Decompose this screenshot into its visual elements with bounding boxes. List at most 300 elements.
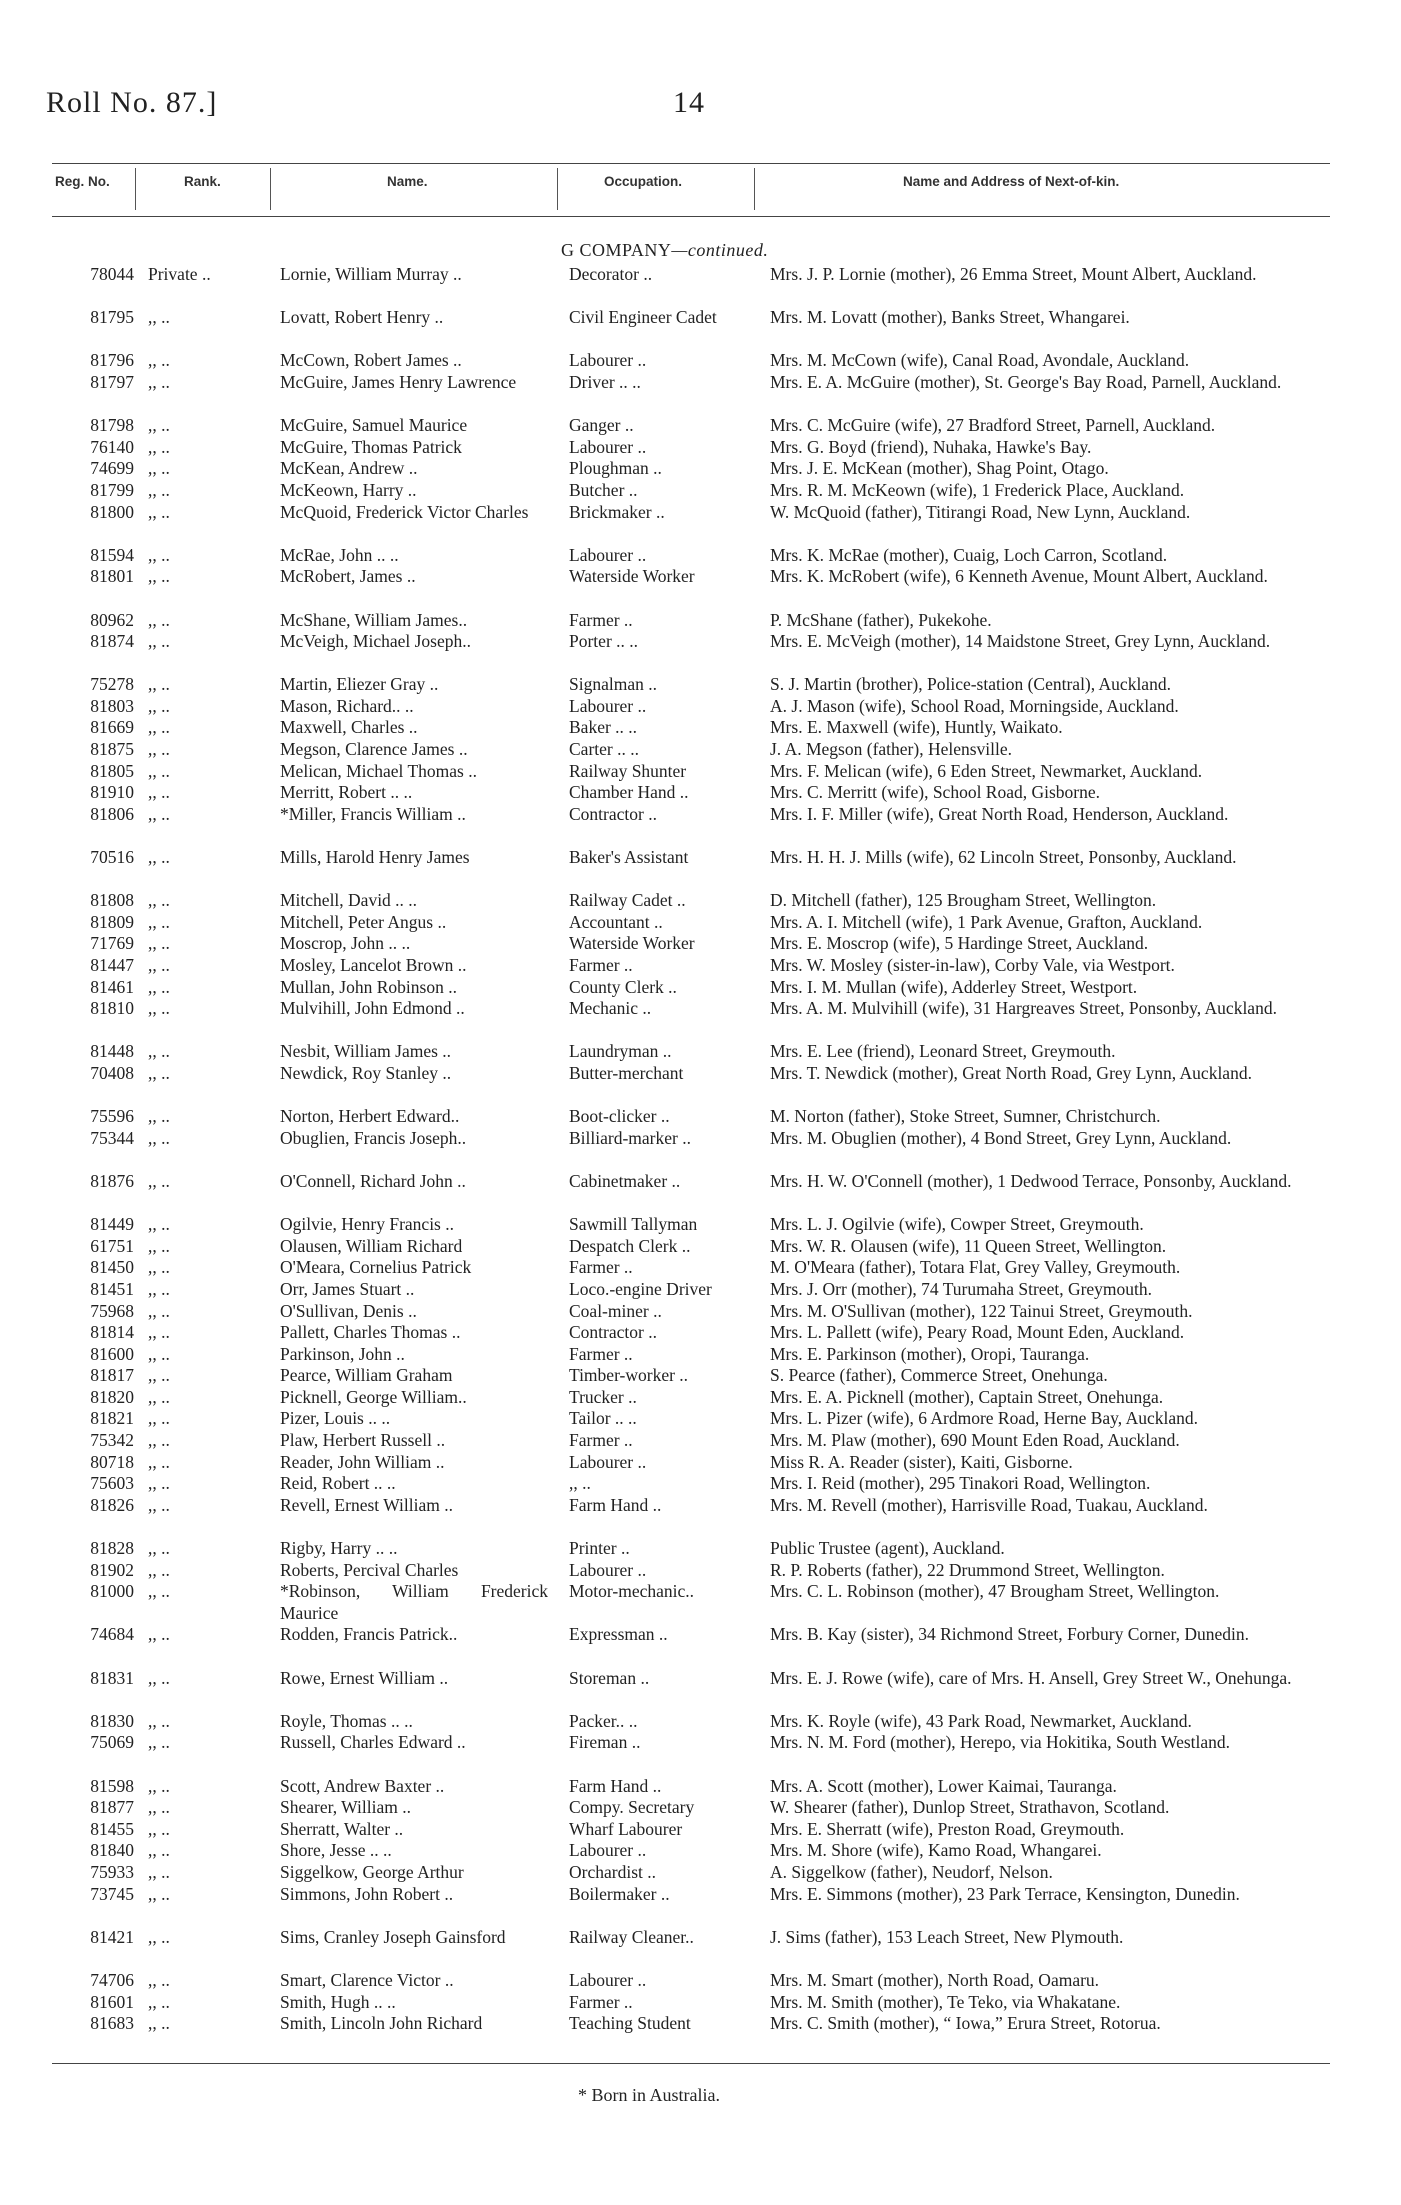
rank-cell: ,, .. (148, 1926, 170, 1947)
occupation-cell: Signalman .. (569, 674, 657, 695)
rank-cell: ,, .. (148, 436, 170, 457)
table-row (0, 1840, 1401, 1862)
next-of-kin-cell: Mrs. C. McGuire (wife), 27 Bradford Street, Parnell, Auckland. (770, 415, 1216, 436)
rank-cell: ,, .. (148, 1300, 170, 1321)
name-cell: Pearce, William Graham (280, 1365, 453, 1386)
reg-number: 81797 (90, 371, 134, 392)
occupation-cell: Orchardist .. (569, 1861, 656, 1882)
next-of-kin-cell: A. Siggelkow (father), Neudorf, Nelson. (770, 1861, 1053, 1882)
name-cell: McVeigh, Michael Joseph.. (280, 631, 472, 652)
name-cell: Pallett, Charles Thomas .. (280, 1322, 461, 1343)
rank-cell: ,, .. (148, 955, 170, 975)
next-of-kin-cell: Mrs. K. McRobert (wife), 6 Kenneth Avenue, Mount Albert, Auckland. (770, 566, 1268, 587)
reg-number: 75344 (90, 1127, 134, 1148)
name-cell: Simmons, John Robert .. (280, 1883, 454, 1904)
next-of-kin-cell: Mrs. M. Plaw (mother), 690 Mount Eden Road, Auckland. (770, 1430, 1180, 1451)
occupation-cell: Compy. Secretary (569, 1797, 695, 1818)
rank-cell: ,, .. (148, 760, 170, 781)
rank-cell: ,, .. (148, 1365, 170, 1386)
reg-number: 75069 (90, 1732, 134, 1753)
table-row (0, 1970, 1401, 1992)
name-cell: Royle, Thomas .. .. (280, 1710, 413, 1731)
name-cell: O'Sullivan, Denis .. (280, 1300, 417, 1321)
table-row (0, 415, 1401, 437)
table-row (0, 1884, 1401, 1927)
table-row (0, 545, 1401, 567)
name-cell: McGuire, Thomas Patrick (280, 436, 462, 457)
name-cell: Roberts, Percival Charles (280, 1559, 459, 1580)
reg-number: 73745 (90, 1883, 134, 1904)
table-row (0, 1128, 1401, 1171)
occupation-cell: Billiard-marker .. (569, 1127, 691, 1148)
reg-number: 70408 (90, 1062, 134, 1083)
next-of-kin-cell: Mrs. M. Smart (mother), North Road, Oamaru. (770, 1969, 1100, 1990)
reg-number: 81799 (90, 479, 134, 500)
rank-cell: ,, .. (148, 695, 170, 716)
occupation-cell: Civil Engineer Cadet (569, 307, 717, 328)
name-cell: Reader, John William .. (280, 1451, 445, 1472)
next-of-kin-cell: Mrs. J. E. McKean (mother), Shag Point, Otago. (770, 458, 1109, 479)
reg-number: 75968 (90, 1300, 134, 1321)
reg-number: 81601 (90, 1991, 134, 2012)
reg-number: 78044 (90, 264, 134, 284)
reg-number: 74706 (90, 1969, 134, 1990)
occupation-cell: Ganger .. (569, 415, 634, 436)
bottom-rule (52, 2063, 1330, 2064)
occupation-cell: Loco.-engine Driver (569, 1278, 712, 1299)
rank-cell: ,, .. (148, 371, 170, 392)
next-of-kin-cell: Miss R. A. Reader (sister), Kaiti, Gisborne. (770, 1451, 1073, 1472)
table-row (0, 1560, 1401, 1582)
reg-number: 81820 (90, 1386, 134, 1407)
column-header-occupation: Occupation. (604, 174, 683, 189)
next-of-kin-cell: Mrs. W. Mosley (sister-in-law), Corby Vale, via Westport. (770, 955, 1175, 975)
occupation-cell: Timber-worker .. (569, 1365, 689, 1386)
table-row (0, 1301, 1401, 1323)
table-row (0, 955, 1401, 977)
rank-cell: ,, .. (148, 739, 170, 760)
table-row (0, 264, 1401, 307)
occupation-cell: Boot-clicker .. (569, 1106, 670, 1127)
rank-cell: ,, .. (148, 1861, 170, 1882)
occupation-cell: Sawmill Tallyman (569, 1214, 698, 1235)
occupation-cell: Mechanic .. (569, 998, 652, 1019)
reg-number: 81877 (90, 1797, 134, 1818)
occupation-cell: Carter .. .. (569, 739, 639, 760)
name-cell: Obuglien, Francis Joseph.. (280, 1127, 467, 1148)
reg-number: 81801 (90, 566, 134, 587)
next-of-kin-cell: Mrs. E. Simmons (mother), 23 Park Terrace, Kensington, Dunedin. (770, 1883, 1240, 1904)
next-of-kin-cell: Mrs. H. W. O'Connell (mother), 1 Dedwood Terrace, Ponsonby, Auckland. (770, 1170, 1292, 1191)
next-of-kin-cell: Mrs. M. Obuglien (mother), 4 Bond Street, Grey Lynn, Auckland. (770, 1127, 1232, 1148)
name-cell: Revell, Ernest William .. (280, 1494, 453, 1515)
name-cell: Smith, Lincoln John Richard (280, 2013, 483, 2034)
name-cell: O'Meara, Cornelius Patrick (280, 1257, 472, 1278)
reg-number: 75933 (90, 1861, 134, 1882)
table-row (0, 1495, 1401, 1538)
rank-cell: ,, .. (148, 2013, 170, 2034)
rank-cell: ,, .. (148, 890, 170, 911)
rank-cell: ,, .. (148, 566, 170, 587)
reg-number: 81828 (90, 1538, 134, 1559)
name-cell: Ogilvie, Henry Francis .. (280, 1214, 454, 1235)
occupation-cell: Farmer .. (569, 609, 633, 630)
rank-cell: ,, .. (148, 1430, 170, 1451)
occupation-cell: Ploughman .. (569, 458, 662, 479)
reg-number: 81875 (90, 739, 134, 760)
next-of-kin-cell: Mrs. M. McCown (wife), Canal Road, Avondale, Auckland. (770, 350, 1190, 371)
table-row (0, 847, 1401, 890)
name-cell: Sherratt, Walter .. (280, 1818, 404, 1839)
name-cell: Sims, Cranley Joseph Gainsford (280, 1926, 506, 1947)
rank-cell: ,, .. (148, 1062, 170, 1083)
next-of-kin-cell: Mrs. E. Moscrop (wife), 5 Hardinge Street, Auckland. (770, 933, 1149, 954)
table-row (0, 1732, 1401, 1775)
reg-number: 81874 (90, 631, 134, 652)
next-of-kin-cell: Mrs. I. F. Miller (wife), Great North Road, Henderson, Auckland. (770, 803, 1229, 824)
table-row (0, 307, 1401, 350)
next-of-kin-cell: Mrs. B. Kay (sister), 34 Richmond Street, Forbury Corner, Dunedin. (770, 1624, 1250, 1645)
reg-number: 81814 (90, 1322, 134, 1343)
reg-number: 81421 (90, 1926, 134, 1947)
table-row (0, 1279, 1401, 1301)
column-header-next-of-kin: Name and Address of Next-of-kin. (903, 174, 1120, 189)
rank-cell: ,, .. (148, 1624, 170, 1645)
occupation-cell: Porter .. .. (569, 631, 639, 652)
reg-number: 75603 (90, 1473, 134, 1494)
reg-number: 81447 (90, 955, 134, 975)
occupation-cell: Accountant .. (569, 911, 663, 932)
table-row (0, 372, 1401, 415)
occupation-cell: Driver .. .. (569, 371, 641, 392)
next-of-kin-cell: Mrs. K. Royle (wife), 43 Park Road, Newmarket, Auckland. (770, 1710, 1192, 1731)
name-cell: Mullan, John Robinson .. (280, 976, 457, 997)
table-row (0, 1797, 1401, 1819)
column-separator (754, 168, 755, 210)
name-cell: Rodden, Francis Patrick.. (280, 1624, 458, 1645)
occupation-cell: Motor-mechanic.. (569, 1581, 695, 1602)
reg-number: 80962 (90, 609, 134, 630)
section-suffix: —continued. (671, 240, 769, 260)
reg-number: 81594 (90, 544, 134, 565)
occupation-cell: Baker's Assistant (569, 847, 689, 868)
rank-cell: Private .. (148, 264, 211, 284)
rank-cell: ,, .. (148, 803, 170, 824)
name-cell: McGuire, Samuel Maurice (280, 415, 468, 436)
table-row (0, 1365, 1401, 1387)
next-of-kin-cell: Mrs. M. O'Sullivan (mother), 122 Tainui Street, Greymouth. (770, 1300, 1193, 1321)
table-row (0, 437, 1401, 459)
rank-cell: ,, .. (148, 501, 170, 522)
table-row (0, 350, 1401, 372)
reg-number: 81449 (90, 1214, 134, 1235)
name-cell: Shore, Jesse .. .. (280, 1840, 392, 1861)
rank-cell: ,, .. (148, 1322, 170, 1343)
reg-number: 71769 (90, 933, 134, 954)
rank-cell: ,, .. (148, 1106, 170, 1127)
rank-cell: ,, .. (148, 1473, 170, 1494)
reg-number: 81800 (90, 501, 134, 522)
reg-number: 81805 (90, 760, 134, 781)
next-of-kin-cell: Mrs. I. Reid (mother), 295 Tinakori Road, Wellington. (770, 1473, 1151, 1494)
reg-number: 81798 (90, 415, 134, 436)
rank-cell: ,, .. (148, 933, 170, 954)
rank-cell: ,, .. (148, 1214, 170, 1235)
rank-cell: ,, .. (148, 544, 170, 565)
occupation-cell: Fireman .. (569, 1732, 641, 1753)
table-row (0, 1862, 1401, 1884)
table-row (0, 458, 1401, 480)
name-cell: McCown, Robert James .. (280, 350, 462, 371)
occupation-cell: Decorator .. (569, 264, 653, 284)
occupation-cell: Butter-merchant (569, 1062, 684, 1083)
name-cell: Pizer, Louis .. .. (280, 1408, 391, 1429)
name-cell: Reid, Robert .. .. (280, 1473, 396, 1494)
occupation-cell: Printer .. (569, 1538, 630, 1559)
table-row (0, 674, 1401, 696)
next-of-kin-cell: W. Shearer (father), Dunlop Street, Strathavon, Scotland. (770, 1797, 1170, 1818)
next-of-kin-cell: M. Norton (father), Stoke Street, Sumner, Christchurch. (770, 1106, 1161, 1127)
table-row (0, 631, 1401, 674)
table-row (0, 1106, 1401, 1128)
table-row (0, 782, 1401, 804)
table-row (0, 761, 1401, 783)
name-cell: Newdick, Roy Stanley .. (280, 1062, 452, 1083)
table-row (0, 610, 1401, 632)
rank-cell: ,, .. (148, 1170, 170, 1191)
reg-number: 81806 (90, 803, 134, 824)
name-cell: Plaw, Herbert Russell .. (280, 1430, 446, 1451)
reg-number: 76140 (90, 436, 134, 457)
name-cell: Mulvihill, John Edmond .. (280, 998, 465, 1019)
column-header-name: Name. (387, 174, 428, 189)
reg-number: 81598 (90, 1775, 134, 1796)
rank-cell: ,, .. (148, 1797, 170, 1818)
next-of-kin-cell: Mrs. L. Pallett (wife), Peary Road, Mount Eden, Auckland. (770, 1322, 1185, 1343)
name-cell: Smart, Clarence Victor .. (280, 1969, 454, 1990)
rank-cell: ,, .. (148, 1257, 170, 1278)
reg-number: 81000 (90, 1581, 134, 1602)
occupation-cell: Farmer .. (569, 1257, 633, 1278)
next-of-kin-cell: Mrs. L. J. Ogilvie (wife), Cowper Street, Greymouth. (770, 1214, 1144, 1235)
column-separator (270, 168, 271, 210)
next-of-kin-cell: Mrs. M. Revell (mother), Harrisville Road, Tuakau, Auckland. (770, 1494, 1208, 1515)
occupation-cell: Labourer .. (569, 695, 647, 716)
table-row (0, 1992, 1401, 2014)
rank-cell: ,, .. (148, 976, 170, 997)
next-of-kin-cell: Mrs. J. Orr (mother), 74 Turumaha Street, Greymouth. (770, 1278, 1153, 1299)
next-of-kin-cell: Mrs. K. McRae (mother), Cuaig, Loch Carron, Scotland. (770, 544, 1168, 565)
rank-cell: ,, .. (148, 1710, 170, 1731)
occupation-cell: Labourer .. (569, 1840, 647, 1861)
reg-number: 81826 (90, 1494, 134, 1515)
reg-number: 81796 (90, 350, 134, 371)
table-row (0, 1041, 1401, 1063)
rank-cell: ,, .. (148, 1538, 170, 1559)
name-cell: McShane, William James.. (280, 609, 468, 630)
next-of-kin-cell: Mrs. J. P. Lornie (mother), 26 Emma Street, Mount Albert, Auckland. (770, 264, 1257, 284)
occupation-cell: Boilermaker .. (569, 1883, 670, 1904)
next-of-kin-cell: Mrs. E. Sherratt (wife), Preston Road, Greymouth. (770, 1818, 1125, 1839)
column-header-rank: Rank. (184, 174, 221, 189)
name-cell: Smith, Hugh .. .. (280, 1991, 396, 2012)
name-cell: Melican, Michael Thomas .. (280, 760, 477, 781)
name-cell: Mason, Richard.. .. (280, 695, 414, 716)
next-of-kin-cell: Mrs. G. Boyd (friend), Nuhaka, Hawke's Bay. (770, 436, 1092, 457)
table-row (0, 566, 1401, 609)
next-of-kin-cell: Mrs. C. Smith (mother), “ Iowa,” Erura Street, Rotorua. (770, 2013, 1161, 2034)
roll-table (0, 264, 1401, 2056)
rank-cell: ,, .. (148, 1127, 170, 1148)
name-cell: McRobert, James .. (280, 566, 416, 587)
rank-cell: ,, .. (148, 1041, 170, 1062)
footnote: * Born in Australia. (578, 2085, 720, 2105)
name-cell: McQuoid, Frederick Victor Charles (280, 501, 529, 522)
reg-number: 75278 (90, 674, 134, 695)
rank-cell: ,, .. (148, 1667, 170, 1688)
reg-number: 81810 (90, 998, 134, 1019)
next-of-kin-cell: Mrs. H. H. J. Mills (wife), 62 Lincoln Street, Ponsonby, Auckland. (770, 847, 1237, 868)
occupation-cell: Railway Shunter (569, 760, 687, 781)
occupation-cell: Waterside Worker (569, 933, 695, 954)
occupation-cell: County Clerk .. (569, 976, 677, 997)
reg-number: 74684 (90, 1624, 134, 1645)
next-of-kin-cell: Mrs. A. Scott (mother), Lower Kaimai, Tauranga. (770, 1775, 1117, 1796)
next-of-kin-cell: Mrs. W. R. Olausen (wife), 11 Queen Street, Wellington. (770, 1235, 1167, 1256)
reg-number: 81809 (90, 911, 134, 932)
reg-number: 81840 (90, 1840, 134, 1861)
table-row (0, 1430, 1401, 1452)
next-of-kin-cell: Mrs. R. M. McKeown (wife), 1 Frederick Place, Auckland. (770, 479, 1185, 500)
rank-cell: ,, .. (148, 1775, 170, 1796)
rank-cell: ,, .. (148, 479, 170, 500)
column-header-reg: Reg. No. (55, 174, 110, 189)
next-of-kin-cell: J. A. Megson (father), Helensville. (770, 739, 1013, 760)
next-of-kin-cell: Mrs. E. Lee (friend), Leonard Street, Greymouth. (770, 1041, 1116, 1062)
table-row (0, 1624, 1401, 1667)
table-row (0, 696, 1401, 718)
page-number: 14 (673, 86, 705, 119)
reg-number: 81683 (90, 2013, 134, 2034)
table-row (0, 977, 1401, 999)
rank-cell: ,, .. (148, 1408, 170, 1429)
rank-cell: ,, .. (148, 1235, 170, 1256)
next-of-kin-cell: Mrs. E. A. McGuire (mother), St. George's Bay Road, Parnell, Auckland. (770, 371, 1282, 392)
next-of-kin-cell: Mrs. M. Lovatt (mother), Banks Street, Whangarei. (770, 307, 1130, 328)
rank-cell: ,, .. (148, 458, 170, 479)
reg-number: 81910 (90, 782, 134, 803)
reg-number: 81448 (90, 1041, 134, 1062)
rank-cell: ,, .. (148, 911, 170, 932)
table-row (0, 1408, 1401, 1430)
reg-number: 81808 (90, 890, 134, 911)
name-cell: Siggelkow, George Arthur (280, 1861, 464, 1882)
rank-cell: ,, .. (148, 1969, 170, 1990)
table-row (0, 1581, 1401, 1624)
name-cell: Megson, Clarence James .. (280, 739, 468, 760)
table-row (0, 1819, 1401, 1841)
occupation-cell: Despatch Clerk .. (569, 1235, 691, 1256)
rank-cell: ,, .. (148, 1840, 170, 1861)
next-of-kin-cell: Mrs. E. Maxwell (wife), Huntly, Waikato. (770, 717, 1063, 738)
table-row (0, 739, 1401, 761)
section-name: G COMPANY (561, 240, 672, 260)
next-of-kin-cell: Mrs. E. A. Picknell (mother), Captain Street, Onehunga. (770, 1386, 1164, 1407)
occupation-cell: Labourer .. (569, 544, 647, 565)
name-cell: McKean, Andrew .. (280, 458, 418, 479)
name-cell: Rigby, Harry .. .. (280, 1538, 398, 1559)
name-cell: Lornie, William Murray .. (280, 264, 462, 284)
next-of-kin-cell: Mrs. C. L. Robinson (mother), 47 Brougham Street, Wellington. (770, 1581, 1220, 1602)
table-row (0, 502, 1401, 545)
table-row (0, 1387, 1401, 1409)
name-cell: Mitchell, Peter Angus .. (280, 911, 447, 932)
name-cell: McKeown, Harry .. (280, 479, 417, 500)
occupation-cell: Farmer .. (569, 1991, 633, 2012)
reg-number: 81830 (90, 1710, 134, 1731)
occupation-cell: Chamber Hand .. (569, 782, 689, 803)
occupation-cell: Waterside Worker (569, 566, 695, 587)
rank-cell: ,, .. (148, 674, 170, 695)
table-row (0, 890, 1401, 912)
occupation-cell: Coal-miner .. (569, 1300, 662, 1321)
occupation-cell: Trucker .. (569, 1386, 637, 1407)
header-rule (52, 216, 1330, 217)
occupation-cell: Baker .. .. (569, 717, 638, 738)
reg-number: 81795 (90, 307, 134, 328)
table-row (0, 717, 1401, 739)
table-row (0, 1344, 1401, 1366)
name-cell: Picknell, George William.. (280, 1386, 467, 1407)
reg-number: 75342 (90, 1430, 134, 1451)
next-of-kin-cell: Mrs. T. Newdick (mother), Great North Road, Grey Lynn, Auckland. (770, 1062, 1252, 1083)
table-row (0, 1538, 1401, 1560)
name-cell: Maxwell, Charles .. (280, 717, 418, 738)
rank-cell: ,, .. (148, 717, 170, 738)
next-of-kin-cell: Public Trustee (agent), Auckland. (770, 1538, 1005, 1559)
table-row (0, 1776, 1401, 1798)
table-row (0, 1927, 1401, 1970)
rank-cell: ,, .. (148, 1386, 170, 1407)
next-of-kin-cell: Mrs. C. Merritt (wife), School Road, Gisborne. (770, 782, 1101, 803)
name-cell: Merritt, Robert .. .. (280, 782, 413, 803)
name-cell: Shearer, William .. (280, 1797, 411, 1818)
name-cell: O'Connell, Richard John .. (280, 1170, 466, 1191)
table-row (0, 1236, 1401, 1258)
occupation-cell: Butcher .. (569, 479, 638, 500)
name-cell: Scott, Andrew Baxter .. (280, 1775, 445, 1796)
reg-number: 81831 (90, 1667, 134, 1688)
rank-cell: ,, .. (148, 998, 170, 1019)
roll-number: Roll No. 87.] (46, 86, 218, 119)
reg-number: 81803 (90, 695, 134, 716)
table-row (0, 1322, 1401, 1344)
name-cell: Norton, Herbert Edward.. (280, 1106, 460, 1127)
occupation-cell: Wharf Labourer (569, 1818, 683, 1839)
occupation-cell: Storeman .. (569, 1667, 650, 1688)
rank-cell: ,, .. (148, 1883, 170, 1904)
occupation-cell: ,, .. (569, 1473, 591, 1494)
name-cell: McRae, John .. .. (280, 544, 399, 565)
reg-number: 81817 (90, 1365, 134, 1386)
table-row (0, 480, 1401, 502)
rank-cell: ,, .. (148, 1991, 170, 2012)
next-of-kin-cell: Mrs. I. M. Mullan (wife), Adderley Street, Westport. (770, 976, 1138, 997)
occupation-cell: Farmer .. (569, 1343, 633, 1364)
name-cell: Nesbit, William James .. (280, 1041, 452, 1062)
table-row (0, 1668, 1401, 1711)
reg-number: 81821 (90, 1408, 134, 1429)
